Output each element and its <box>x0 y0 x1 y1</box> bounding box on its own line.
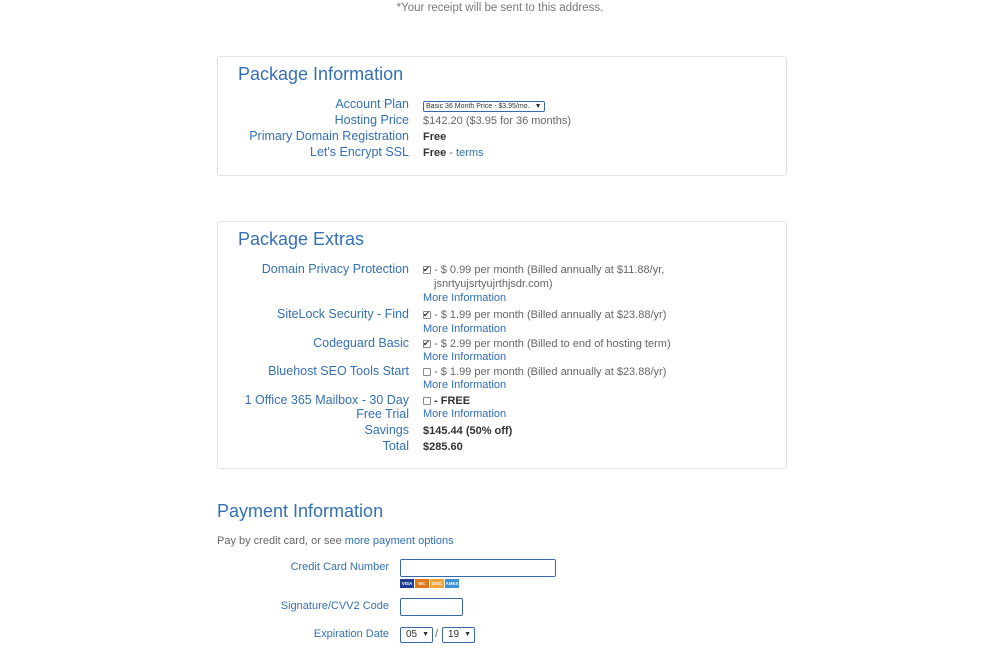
amex-card-icon: AMEX <box>445 581 459 586</box>
expiration-month-value: 05 <box>406 629 418 640</box>
payment-intro-text: Pay by credit card, or see <box>217 535 345 547</box>
extra-label: Bluehost SEO Tools Start <box>268 364 409 378</box>
extra-description: - $ 1.99 per month (Billed annually at $23.88/yr) <box>434 309 667 321</box>
visa-card-icon: VISA <box>401 581 413 586</box>
account-plan-label: Account Plan <box>335 97 409 111</box>
expiration-label: Expiration Date <box>313 628 389 640</box>
savings-label: Savings <box>364 423 409 437</box>
domain-registration-label: Primary Domain Registration <box>249 129 409 143</box>
more-information-link[interactable]: More Information <box>423 351 507 363</box>
more-information-link[interactable]: More Information <box>423 379 507 391</box>
domain-privacy-checkbox[interactable] <box>423 266 431 274</box>
expiration-separator: / <box>435 628 439 640</box>
extra-description: - $ 0.99 per month (Billed annually at $11.88/yr, <box>434 264 665 276</box>
extra-description-domain: jsnrtyujsrtyujrthjsdr.com) <box>434 278 553 290</box>
more-information-link[interactable]: More Information <box>423 323 507 335</box>
office365-checkbox[interactable] <box>423 397 431 405</box>
extra-label-continued: Free Trial <box>356 407 409 421</box>
ssl-label: Let's Encrypt SSL <box>310 145 409 159</box>
payment-intro <box>217 535 454 547</box>
total-value: $285.60 <box>423 441 463 453</box>
chevron-down-icon: ▼ <box>464 631 471 638</box>
extra-label: SiteLock Security - Find <box>277 307 409 321</box>
more-information-link[interactable]: More Information <box>423 292 507 304</box>
ssl-separator: - <box>446 147 457 159</box>
more-payment-options-link[interactable]: more payment options <box>344 535 454 547</box>
more-information-link[interactable]: More Information <box>423 408 507 420</box>
account-plan-selected: Basic 36 Month Price - $3.95/mo. <box>426 103 530 110</box>
extra-label: 1 Office 365 Mailbox - 30 Day <box>244 393 409 407</box>
package-extras-panel <box>217 221 787 469</box>
receipt-note: *Your receipt will be sent to this address. <box>396 2 604 14</box>
credit-card-label: Credit Card Number <box>290 561 389 573</box>
ssl-value <box>423 146 484 160</box>
chevron-down-icon: ▼ <box>534 103 542 110</box>
payment-information-title: Payment Information <box>217 501 384 521</box>
expiration-year-select[interactable] <box>442 627 475 643</box>
savings-value: $145.44 (50% off) <box>423 425 513 437</box>
ssl-terms-link[interactable]: terms <box>456 147 484 159</box>
mastercard-icon: MC <box>415 579 429 588</box>
package-information-title: Package Information <box>238 64 404 84</box>
extra-label: Domain Privacy Protection <box>261 262 409 276</box>
cvv-label: Signature/CVV2 Code <box>280 600 389 612</box>
extra-description: - $ 2.99 per month (Billed to end of hosting term) <box>434 338 671 350</box>
extra-description: - FREE <box>434 395 471 407</box>
sitelock-checkbox[interactable] <box>423 311 431 319</box>
package-extras-title: Package Extras <box>238 229 365 249</box>
credit-card-input[interactable] <box>400 559 556 577</box>
ssl-free: Free <box>423 147 447 159</box>
accepted-cards <box>400 579 459 588</box>
discover-card-icon: DISC <box>431 581 443 586</box>
extra-label: Codeguard Basic <box>313 336 409 350</box>
domain-registration-value: Free <box>423 131 447 143</box>
hosting-price-value: $142.20 ($3.95 for 36 months) <box>423 115 571 127</box>
codeguard-checkbox[interactable] <box>423 340 431 348</box>
cvv-input[interactable] <box>400 598 463 616</box>
chevron-down-icon: ▼ <box>422 631 429 638</box>
seo-tools-checkbox[interactable] <box>423 368 431 376</box>
extra-description: - $ 1.99 per month (Billed annually at $23.88/yr) <box>434 366 667 378</box>
account-plan-select[interactable] <box>423 101 545 112</box>
package-information-panel <box>217 56 787 176</box>
expiration-year-value: 19 <box>448 629 460 640</box>
expiration-month-select[interactable] <box>400 627 433 643</box>
hosting-price-label: Hosting Price <box>334 113 409 127</box>
total-label: Total <box>382 439 409 453</box>
